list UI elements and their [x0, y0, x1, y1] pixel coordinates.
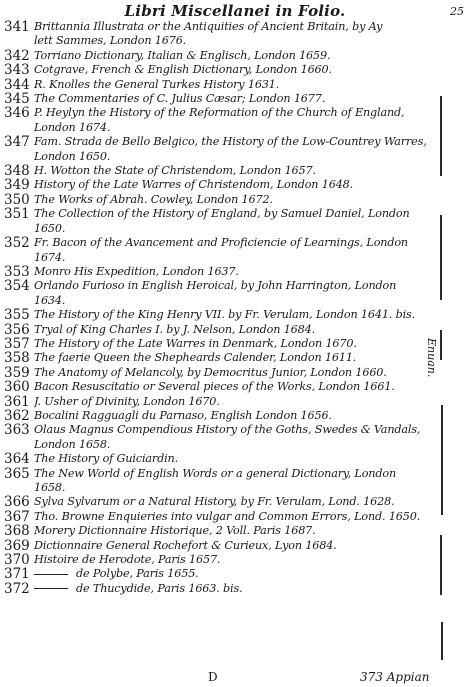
entry-number: 351: [4, 206, 30, 223]
entry-line: [34, 178, 434, 192]
entry-line: [34, 279, 434, 293]
entry-text: [34, 567, 434, 581]
entry-line: [34, 337, 434, 351]
entry-line-text: 1658.: [34, 481, 66, 494]
side-label: Enuan.: [425, 338, 438, 378]
entry-line: [34, 92, 434, 106]
entry-text: [34, 553, 434, 567]
entry-line: [34, 467, 434, 481]
entry-line-text: The Collection of the History of England, by Samuel Daniel, London: [34, 207, 410, 221]
entry-line-text: London 1650.: [34, 149, 111, 163]
entry-line: [34, 351, 434, 365]
entry-line: [34, 409, 434, 423]
entry-line: [34, 495, 434, 509]
entry-number: 366: [4, 494, 30, 511]
entry-number: 354: [4, 278, 30, 295]
entry-line-text: de Polybe, Paris 1655.: [76, 567, 199, 581]
entry-line: [34, 395, 434, 409]
entry-text: [34, 323, 434, 337]
entry-line: [34, 63, 434, 77]
entry-line-text: The History of the King Henry VII. by Fr. Verulam, London 1641. bis.: [34, 308, 416, 322]
catalogue-entry: [4, 49, 434, 63]
catalogue-entry: [4, 164, 434, 178]
entry-line-text: London 1674.: [34, 120, 111, 134]
catalogue-entry: [4, 193, 434, 207]
entry-line: [34, 553, 434, 567]
catalogue-entry: [4, 423, 434, 452]
catalogue-entry: [4, 495, 434, 509]
catalogue-entry: [4, 236, 434, 265]
entry-line: [34, 452, 434, 466]
entry-line-text: London 1658.: [34, 437, 111, 451]
entry-line: [34, 121, 434, 135]
entry-number: 348: [4, 163, 30, 180]
entry-line: [34, 193, 434, 207]
entry-text: [34, 265, 434, 279]
entry-text: [34, 78, 434, 92]
catalogue-entry: [4, 63, 434, 77]
entry-text: [34, 423, 434, 452]
ditto-dash: [34, 574, 68, 575]
margin-rule: [441, 405, 443, 515]
catalogue-entry: [4, 337, 434, 351]
entry-line-text: P. Heylyn the History of the Reformation of the Church of England,: [34, 106, 405, 120]
catalogue-entry: [4, 409, 434, 423]
entry-line: [34, 323, 434, 337]
entry-number: 349: [4, 177, 30, 194]
entry-line-text: Orlando Furioso in English Heroical, by John Harrington, London: [34, 279, 397, 293]
entry-number: 345: [4, 91, 30, 108]
catalogue-entry: [4, 308, 434, 322]
entry-text: [34, 467, 434, 496]
entry-line-text: de Thucydide, Paris 1663. bis.: [76, 581, 243, 595]
entry-text: [34, 279, 434, 308]
entry-list: [4, 20, 434, 596]
entry-text: [34, 106, 434, 135]
entry-line: [34, 78, 434, 92]
entry-line-text: The Anatomy of Melancoly, by Democritus Junior, London 1660.: [34, 365, 387, 379]
catalogue-entry: [4, 78, 434, 92]
catalogue-entry: [4, 351, 434, 365]
entry-number: 369: [4, 537, 30, 554]
entry-line: [34, 524, 434, 538]
margin-rule: [440, 535, 442, 595]
entry-line-text: Fam. Strada de Bello Belgico, the History of the Low-Countrey Warres,: [34, 135, 427, 149]
catalogue-entry: [4, 524, 434, 538]
entry-text: [34, 236, 434, 265]
entry-line-text: Monro His Expedition, London 1637.: [34, 264, 239, 278]
entry-line-text: Histoire de Herodote, Paris 1657.: [34, 553, 221, 567]
entry-text: [34, 366, 434, 380]
entry-number: 361: [4, 393, 30, 410]
entry-line-text: The Commentaries of C. Julius Cæsar; London 1677.: [34, 92, 326, 106]
entry-line-text: Tho. Browne Enquieries into vulgar and Common Errors, Lond. 1650.: [34, 509, 421, 523]
catalogue-entry: [4, 567, 434, 581]
entry-line-text: Torriano Dictionary, Italian & Englisch, London 1659.: [34, 48, 331, 62]
entry-text: [34, 207, 434, 236]
catalogue-entry: [4, 510, 434, 524]
margin-rule: [440, 96, 442, 176]
entry-line: [34, 106, 434, 120]
entry-text: [34, 351, 434, 365]
entry-line-text: Bacon Resuscitatio or Several pieces of the Works, London 1661.: [34, 380, 395, 394]
entry-number: 347: [4, 134, 30, 151]
entry-text: [34, 539, 434, 553]
entry-text: [34, 409, 434, 423]
entry-text: [34, 164, 434, 178]
entry-line-text: Bocalini Ragguagli du Parnaso, English London 1656.: [34, 408, 332, 422]
entry-line: [34, 582, 434, 596]
entry-number: 371: [4, 566, 30, 583]
catalogue-entry: [4, 207, 434, 236]
catalogue-entry: [4, 265, 434, 279]
entry-line-text: H. Wotton the State of Christendom, London 1657.: [34, 164, 316, 178]
entry-text: [34, 510, 434, 524]
entry-number: 370: [4, 552, 30, 569]
entry-number: 360: [4, 379, 30, 396]
entry-number: 368: [4, 523, 30, 540]
entry-line-text: Morery Dictionnaire Historique, 2 Voll. Paris 1687.: [34, 524, 316, 538]
entry-number: 372: [4, 580, 30, 597]
entry-line-text: Dictionnaire General Rochefort & Curieux, Lyon 1684.: [34, 538, 337, 552]
catalogue-entry: [4, 366, 434, 380]
entry-number: 364: [4, 451, 30, 468]
entry-line-text: History of the Late Warres of Christendom, London 1648.: [34, 178, 354, 192]
entry-line: [34, 294, 434, 308]
entry-line: [34, 510, 434, 524]
entry-line: [34, 567, 434, 581]
entry-line: [34, 308, 434, 322]
entry-line: [34, 251, 434, 265]
page-title: Libri Miscellanei in Folio.: [124, 2, 346, 20]
entry-line: [34, 265, 434, 279]
entry-number: 343: [4, 62, 30, 79]
entry-number: 350: [4, 191, 30, 208]
entry-text: [34, 308, 434, 322]
entry-line: [34, 135, 434, 149]
entry-line: [34, 438, 434, 452]
entry-line-text: The Works of Abrah. Cowley, London 1672.: [34, 192, 273, 206]
catalogue-entry: [4, 553, 434, 567]
entry-number: 363: [4, 422, 30, 439]
catalogue-entry: [4, 452, 434, 466]
entry-line: [34, 164, 434, 178]
entry-line-text: 1650.: [34, 221, 66, 235]
entry-line: [34, 207, 434, 221]
entry-line: [34, 150, 434, 164]
entry-line-text: 1634.: [34, 293, 66, 307]
entry-text: [34, 380, 434, 394]
catalogue-entry: [4, 539, 434, 553]
entry-line-text: Tryal of King Charles I. by J. Nelson, London 1684.: [34, 322, 315, 336]
entry-number: 358: [4, 350, 30, 367]
entry-line-text: Olaus Magnus Compendious History of the Goths, Swedes & Vandals,: [34, 423, 421, 437]
entry-line-text: The faerie Queen the Shepheards Calender, London 1611.: [34, 351, 357, 365]
entry-text: [34, 92, 434, 106]
catalogue-entry: [4, 20, 434, 49]
entry-text: [34, 337, 434, 351]
entry-text: [34, 524, 434, 538]
entry-number: 362: [4, 407, 30, 424]
entry-number: 357: [4, 335, 30, 352]
catalogue-entry: [4, 323, 434, 337]
catalogue-entry: [4, 467, 434, 496]
catalogue-entry: [4, 178, 434, 192]
entry-text: [34, 452, 434, 466]
entry-line: [34, 222, 434, 236]
entry-text: [34, 495, 434, 509]
entry-line-text: The New World of English Words or a general Dictionary, London: [34, 466, 396, 480]
entry-number: 367: [4, 508, 30, 525]
catchword: 373 Appian: [360, 670, 430, 684]
entry-text: [34, 582, 434, 596]
entry-line-text: 1674.: [34, 250, 66, 264]
entry-number: 352: [4, 235, 30, 252]
catalogue-entry: [4, 395, 434, 409]
entry-line-text: J. Usher of Divinity, London 1670.: [34, 394, 220, 408]
entry-number: 356: [4, 321, 30, 338]
entry-number: 346: [4, 105, 30, 122]
entry-line-text: Sylva Sylvarum or a Natural History, by Fr. Verulam, Lond. 1628.: [34, 495, 395, 509]
entry-line-text: Cotgrave, French & English Dictionary, London 1660.: [34, 63, 332, 77]
entry-number: 353: [4, 263, 30, 280]
entry-number: 341: [4, 19, 30, 35]
entry-number: 359: [4, 364, 30, 381]
catalogue-entry: [4, 582, 434, 596]
entry-text: [34, 395, 434, 409]
entry-line: [34, 481, 434, 495]
entry-text: [34, 135, 434, 164]
entry-text: [34, 193, 434, 207]
entry-line: [34, 49, 434, 63]
entry-number: 342: [4, 47, 30, 64]
entry-number: 365: [4, 465, 30, 482]
entry-text: [34, 178, 434, 192]
page-number: 25: [450, 5, 464, 18]
entry-text: [34, 20, 434, 49]
margin-rule: [441, 622, 443, 660]
entry-line: [34, 20, 434, 34]
entry-number: 355: [4, 307, 30, 324]
entry-line: [34, 366, 434, 380]
entry-line: [34, 380, 434, 394]
entry-number: 344: [4, 76, 30, 93]
entry-line-text: Fr. Bacon of the Avancement and Proficiencie of Learnings, London: [34, 236, 408, 250]
entry-line-text: The History of Guiciardin.: [34, 452, 178, 466]
catalogue-entry: [4, 106, 434, 135]
entry-line-text: R. Knolles the General Turkes History 1631.: [34, 77, 280, 91]
catalogue-entry: [4, 135, 434, 164]
entry-line-text: The History of the Late Warres in Denmark, London 1670.: [34, 336, 357, 350]
signature-mark: D: [208, 670, 218, 684]
entry-line-text: lett Sammes, London 1676.: [34, 34, 187, 48]
entry-text: [34, 63, 434, 77]
catalogue-entry: [4, 380, 434, 394]
catalogue-entry: [4, 92, 434, 106]
margin-rule: [440, 330, 442, 360]
entry-line-text: Brittannia Illustrata or the Antiquities of Ancient Britain, by Ay: [34, 20, 383, 33]
entry-line: [34, 34, 434, 48]
margin-rule: [440, 215, 442, 300]
entry-line: [34, 236, 434, 250]
entry-text: [34, 49, 434, 63]
ditto-dash: [34, 588, 68, 589]
catalogue-entry: [4, 279, 434, 308]
entry-line: [34, 539, 434, 553]
entry-line: [34, 423, 434, 437]
